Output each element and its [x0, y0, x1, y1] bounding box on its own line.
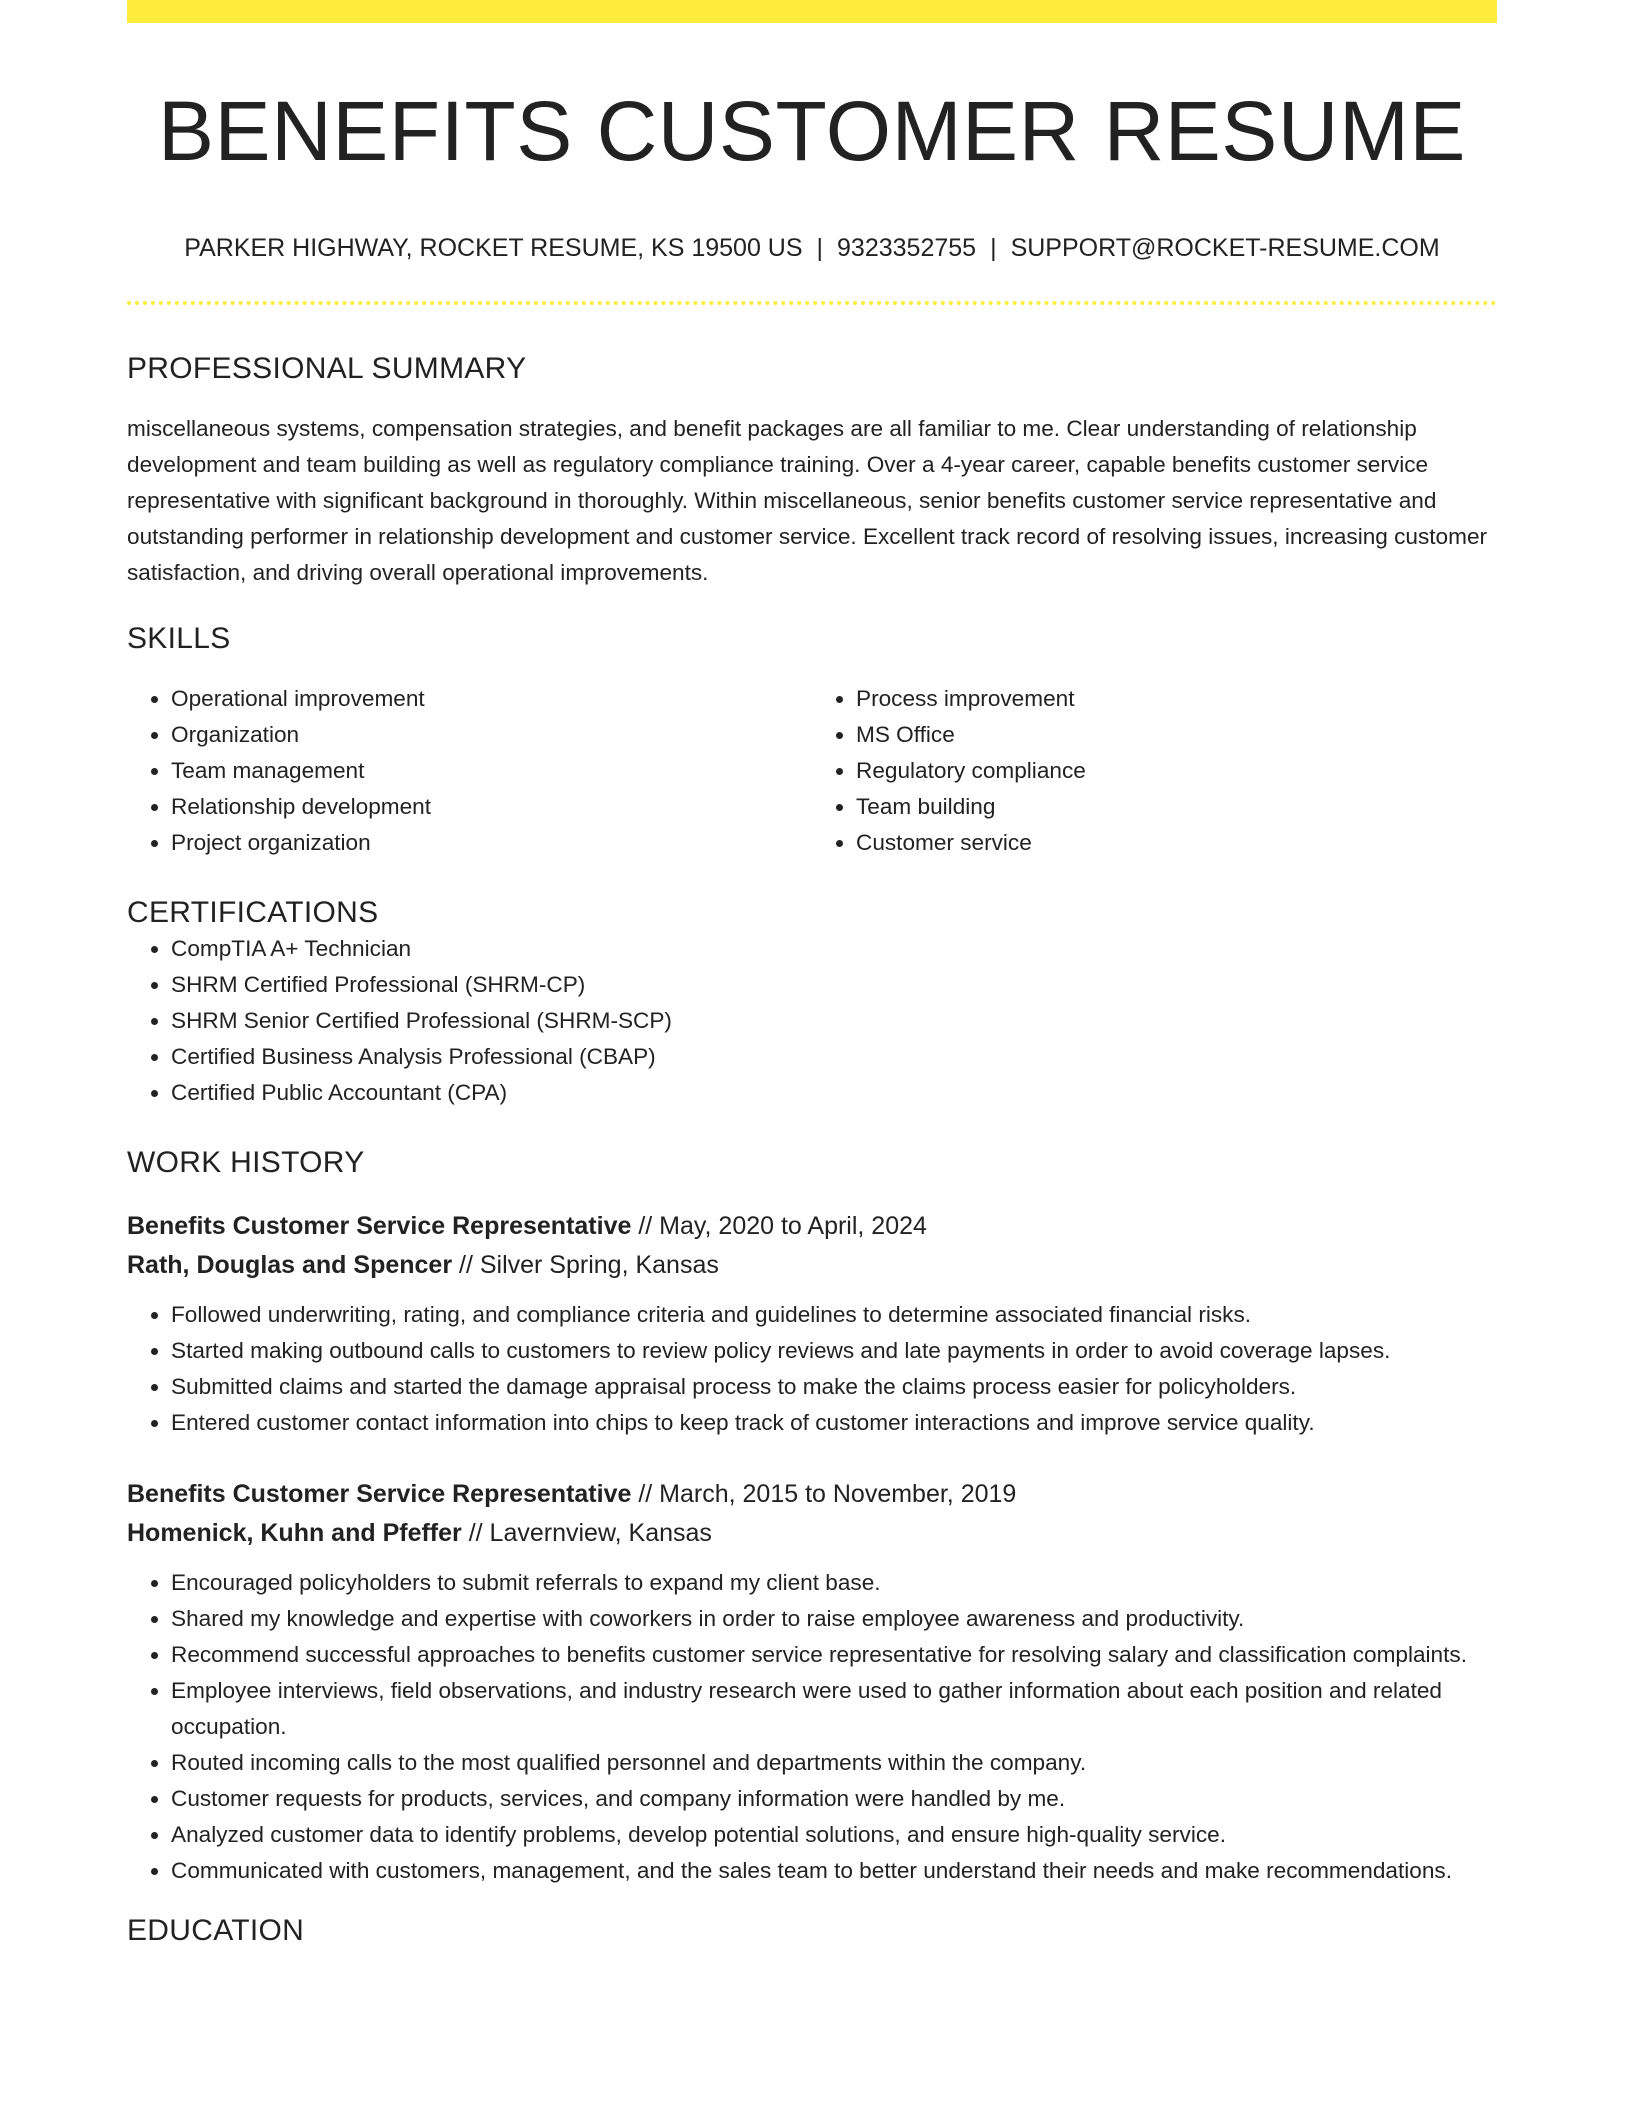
list-item: • Entered customer contact information into chips to keep track of customer interactions and improve service quality.: [171, 1405, 1497, 1441]
skills-right-list: [812, 681, 1497, 861]
summary-heading: PROFESSIONAL SUMMARY: [127, 352, 527, 386]
job-entry: [127, 1475, 1497, 1889]
separator: |: [990, 234, 997, 263]
list-item: • Process improvement: [856, 681, 1497, 717]
job-bullets: [127, 1565, 1497, 1889]
job-location: // Silver Spring, Kansas: [452, 1251, 719, 1280]
job-title-line: [127, 1475, 1497, 1514]
job-title: Benefits Customer Service Representative: [127, 1480, 632, 1509]
list-item: • SHRM Certified Professional (SHRM-CP): [171, 967, 1497, 1003]
list-item: • Analyzed customer data to identify problems, develop potential solutions, and ensure high-quality service.: [171, 1817, 1497, 1853]
separator: |: [816, 234, 824, 263]
list-item: • Operational improvement: [171, 681, 812, 717]
dotted-divider: [127, 301, 1497, 305]
job-location: // Lavernview, Kansas: [461, 1519, 712, 1548]
list-item: • Certified Business Analysis Professional (CBAP): [171, 1039, 1497, 1075]
job-company: Homenick, Kuhn and Pfeffer: [127, 1519, 462, 1548]
top-accent-bar: [127, 0, 1497, 23]
resume-title: BENEFITS CUSTOMER RESUME: [158, 84, 1466, 178]
list-item: • Employee interviews, field observations, and industry research were used to gather information about each position and related occupation.: [171, 1673, 1497, 1745]
list-item: • Team building: [856, 789, 1497, 825]
list-item: • Certified Public Accountant (CPA): [171, 1075, 1497, 1111]
list-item: • Encouraged policyholders to submit referrals to expand my client base.: [171, 1565, 1497, 1601]
list-item: • Customer service: [856, 825, 1497, 861]
skills-columns: [127, 681, 1497, 861]
job-company-line: [127, 1514, 1497, 1553]
job-entry: [127, 1207, 1497, 1441]
list-item: • Customer requests for products, services, and company information were handled by me.: [171, 1781, 1497, 1817]
certifications-heading: CERTIFICATIONS: [127, 896, 379, 930]
job-dates: // May, 2020 to April, 2024: [631, 1212, 927, 1241]
skills-left-list: [127, 681, 812, 861]
list-item: • Routed incoming calls to the most qualified personnel and departments within the company.: [171, 1745, 1497, 1781]
job-dates: // March, 2015 to November, 2019: [631, 1480, 1017, 1509]
contact-line: [127, 233, 1497, 263]
email: SUPPORT@ROCKET-RESUME.COM: [1010, 234, 1440, 263]
education-heading: EDUCATION: [127, 1914, 305, 1948]
summary-text: miscellaneous systems, compensation strategies, and benefit packages are all familiar to me. Clear understanding of relationship development and team building as well as regulatory compliance training. Over a 4-year career, capable benefits customer service representative with significant background in thoroughly. Within miscellaneous, senior benefits customer service representative and outstanding performer in relationship development and customer service. Excellent track record of resolving issues, increasing customer satisfaction, and driving overall operational improvements.: [127, 416, 1488, 586]
phone: 9323352755: [837, 234, 977, 263]
job-bullets: [127, 1297, 1497, 1441]
list-item: • Organization: [171, 717, 812, 753]
list-item: • Communicated with customers, management, and the sales team to better understand their needs and make recommendations.: [171, 1853, 1497, 1889]
resume-page: [127, 0, 1497, 1949]
address: PARKER HIGHWAY, ROCKET RESUME, KS 19500 US: [184, 234, 803, 263]
list-item: • Regulatory compliance: [856, 753, 1497, 789]
list-item: • Team management: [171, 753, 812, 789]
job-company-line: [127, 1246, 1497, 1285]
list-item: • Recommend successful approaches to benefits customer service representative for resolving salary and classification complaints.: [171, 1637, 1497, 1673]
list-item: • Project organization: [171, 825, 812, 861]
list-item: • Shared my knowledge and expertise with coworkers in order to raise employee awareness and productivity.: [171, 1601, 1497, 1637]
job-title-line: [127, 1207, 1497, 1246]
job-title: Benefits Customer Service Representative: [127, 1212, 632, 1241]
list-item: • Followed underwriting, rating, and compliance criteria and guidelines to determine associated financial risks.: [171, 1297, 1497, 1333]
job-company: Rath, Douglas and Spencer: [127, 1251, 453, 1280]
list-item: • SHRM Senior Certified Professional (SHRM-SCP): [171, 1003, 1497, 1039]
list-item: • Started making outbound calls to customers to review policy reviews and late payments in order to avoid coverage lapses.: [171, 1333, 1497, 1369]
skills-heading: SKILLS: [127, 622, 231, 656]
work-history-heading: WORK HISTORY: [127, 1146, 365, 1180]
list-item: • CompTIA A+ Technician: [171, 931, 1497, 967]
list-item: • MS Office: [856, 717, 1497, 753]
list-item: • Relationship development: [171, 789, 812, 825]
list-item: • Submitted claims and started the damage appraisal process to make the claims process easier for policyholders.: [171, 1369, 1497, 1405]
certifications-list: [127, 931, 1497, 1111]
